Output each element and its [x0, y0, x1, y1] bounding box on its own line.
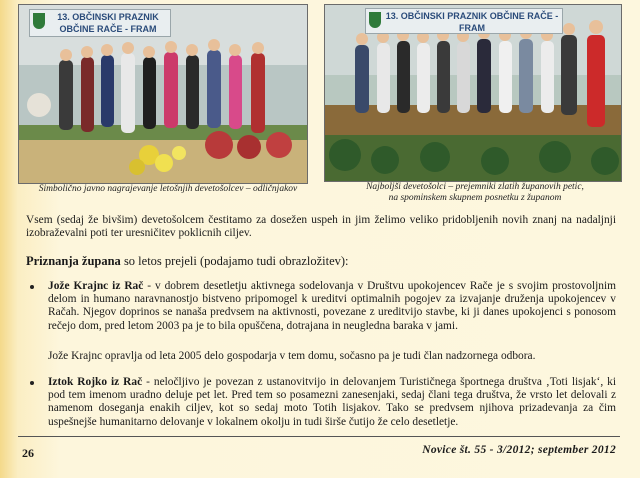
caption-line-1: Najboljši devetošolci – prejemniki zlatih županovih petic,: [366, 182, 584, 192]
awardee-text: - neločljivo je povezan z ustanovitvijo in delovanjem Turističnega športnega društva ‚Toti lisjak‘, ki pod tem imenom uradno deluje pet let. Pred tem so posamezni zanesenjaki, sedaj člani tega društva, že vrsto let delovali z namenom doseganja enakih ciljev, kot so sedaj moto Totih lisjakov. Tako se predvsem njihova prizadevanja za čim uspešnejše humanitarno delovanje v lokalnem okolju in tudi širše čutijo že celo desetletje.: [48, 376, 616, 428]
list-item-body: [48, 280, 616, 333]
banner-text: 13. OBČINSKI PRAZNIK OBČINE RAČE - FRAM: [385, 11, 559, 33]
bullet-icon: [30, 381, 34, 385]
awardee-text: - v dobrem desetletju aktivnega sodelovanja v Društvu upokojencev Rače je s svojim prostovoljnim delom in humano naravnanostjo bistveno pripomogel k ureditvi optimalnih pogojev za izvajanje druženja upokojencev v Račah. Njegov doprinos se nanaša predvsem na aktivnosti, povezane z ureditvijo stavbe, ki ji danes upokojenci s ponosom rečejo dom, pred letom 2003 pa je to bila opuščena, dotrajana in neugledna baraka v jami.: [48, 280, 616, 332]
event-banner-right: [365, 8, 563, 34]
group-photo: [324, 4, 622, 182]
intro-paragraph: Vsem (sedaj že bivšim) devetošolcem čestitamo za dosežen uspeh in jim želimo veliko pridobljenih novih znanj na nadaljnji izobraževalni poti ter uresničitev poklicnih ciljev.: [26, 214, 616, 240]
heading-rest: so letos prejeli (podajamo tudi obrazložitev):: [120, 254, 349, 268]
caption-line-2: na spominskem skupnem posnetku z županom: [388, 193, 562, 203]
bullet-icon: [30, 285, 34, 289]
footer-divider: [18, 436, 620, 437]
award-ceremony-photo: [18, 4, 308, 184]
publication-footer: Novice št. 55 - 3/2012; september 2012: [422, 444, 616, 456]
awardee-name: Iztok Rojko iz Rač: [48, 376, 143, 388]
page-number: 26: [22, 446, 34, 460]
awardee-name: Jože Krajnc iz Rač: [48, 280, 144, 292]
awardee-extra-line: Jože Krajnc opravlja od leta 2005 delo gospodarja v tem domu, sočasno pa je tudi član nadzornega odbora.: [48, 350, 536, 362]
heading-bold: Priznanja župana: [26, 254, 121, 268]
event-banner-left: [29, 9, 171, 37]
photo-caption-right: [330, 182, 620, 204]
municipality-crest-icon: [369, 12, 381, 28]
section-heading: [26, 254, 349, 269]
banner-text: 13. OBČINSKI PRAZNIK OBČINE RAČE - FRAM: [57, 12, 159, 34]
photo-caption-left: Simbolično javno nagrajevanje letošnjih devetošolcev – odličnjakov: [38, 184, 298, 194]
municipality-crest-icon: [33, 13, 45, 29]
list-item-body: [48, 376, 616, 429]
